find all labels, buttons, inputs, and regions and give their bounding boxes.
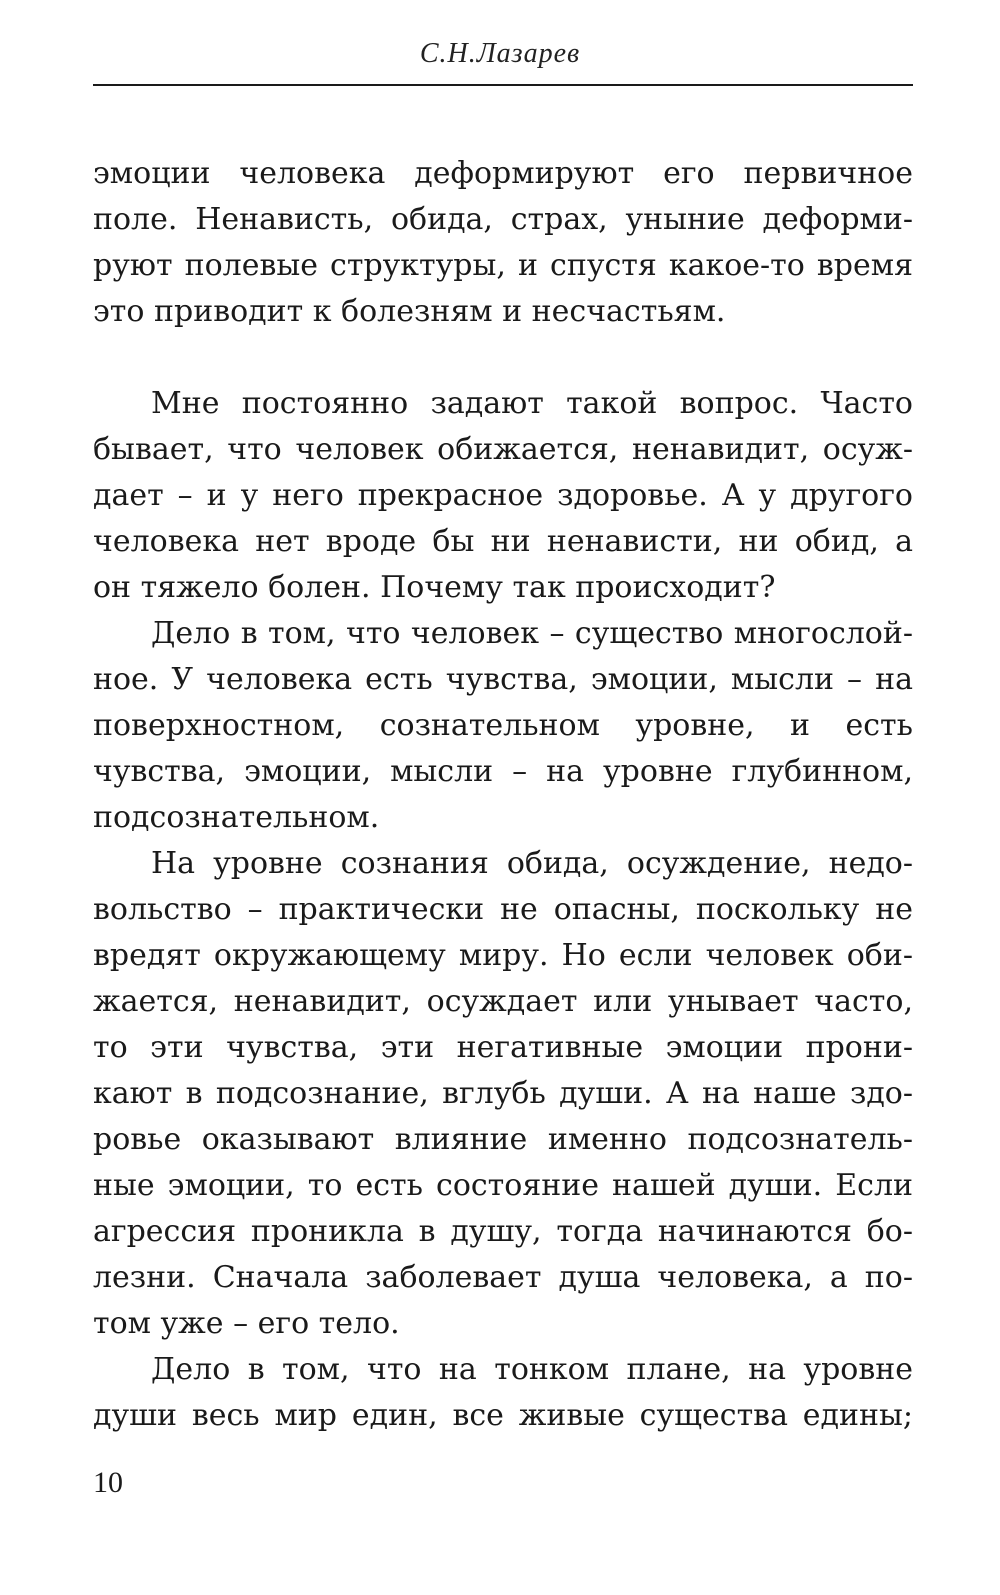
- paragraph: [93, 151, 913, 335]
- text-line: лезни. Сначала заболевает душа человека, а по-: [93, 1260, 913, 1295]
- running-head-author: С.Н.Лазарев: [419, 38, 581, 69]
- text-line: вредят окружающему миру. Но если человек оби-: [93, 938, 913, 973]
- text-line: ные эмоции, то есть состояние нашей души. Если: [93, 1168, 913, 1203]
- paragraph: [93, 611, 913, 841]
- paragraph-gap: [93, 335, 913, 381]
- paragraph: [93, 841, 913, 1347]
- page-number: 10: [93, 1466, 123, 1499]
- text-line: ровье оказывают влияние именно подсознатель-: [93, 1122, 913, 1157]
- text-line: Мне постоянно задают такой вопрос. Часто: [151, 386, 913, 421]
- text-line: кают в подсознание, вглубь души. А на наше здо-: [93, 1076, 913, 1111]
- text-line: человека нет вроде бы ни ненависти, ни обид, а: [93, 524, 913, 559]
- text-line: это приводит к болезням и несчастьям.: [93, 294, 726, 329]
- paragraph: [93, 381, 913, 611]
- text-line: вольство – практически не опасны, поскольку не: [93, 892, 913, 927]
- text-line: то эти чувства, эти негативные эмоции прони-: [93, 1030, 913, 1065]
- text-line: дает – и у него прекрасное здоровье. А у другого: [93, 478, 913, 513]
- header-rule: [93, 84, 913, 86]
- text-line: На уровне сознания обида, осуждение, недо-: [151, 846, 913, 881]
- text-line: поле. Ненависть, обида, страх, уныние деформи-: [93, 202, 913, 237]
- text-line: Дело в том, что человек – существо многослой-: [151, 616, 913, 651]
- text-line: поверхностном, сознательном уровне, и есть: [93, 708, 913, 743]
- text-line: руют полевые структуры, и спустя какое-то время: [93, 248, 913, 283]
- text-line: ное. У человека есть чувства, эмоции, мысли – на: [93, 662, 913, 697]
- text-line: чувства, эмоции, мысли – на уровне глубинном,: [93, 754, 913, 789]
- paragraph: [93, 1347, 913, 1439]
- text-line: жается, ненавидит, осуждает или унывает часто,: [93, 984, 913, 1019]
- text-line: агрессия проникла в душу, тогда начинаются бо-: [93, 1214, 913, 1249]
- text-line: бывает, что человек обижается, ненавидит, осуж-: [93, 432, 913, 467]
- text-line: души весь мир един, все живые существа едины;: [93, 1398, 913, 1433]
- text-line: эмоции человека деформируют его первичное: [93, 156, 913, 191]
- text-line: том уже – его тело.: [93, 1306, 400, 1341]
- text-line: он тяжело болен. Почему так происходит?: [93, 570, 776, 605]
- text-line: Дело в том, что на тонком плане, на уровне: [151, 1352, 913, 1387]
- text-line: подсознательном.: [93, 800, 380, 835]
- body-text: [93, 151, 913, 1439]
